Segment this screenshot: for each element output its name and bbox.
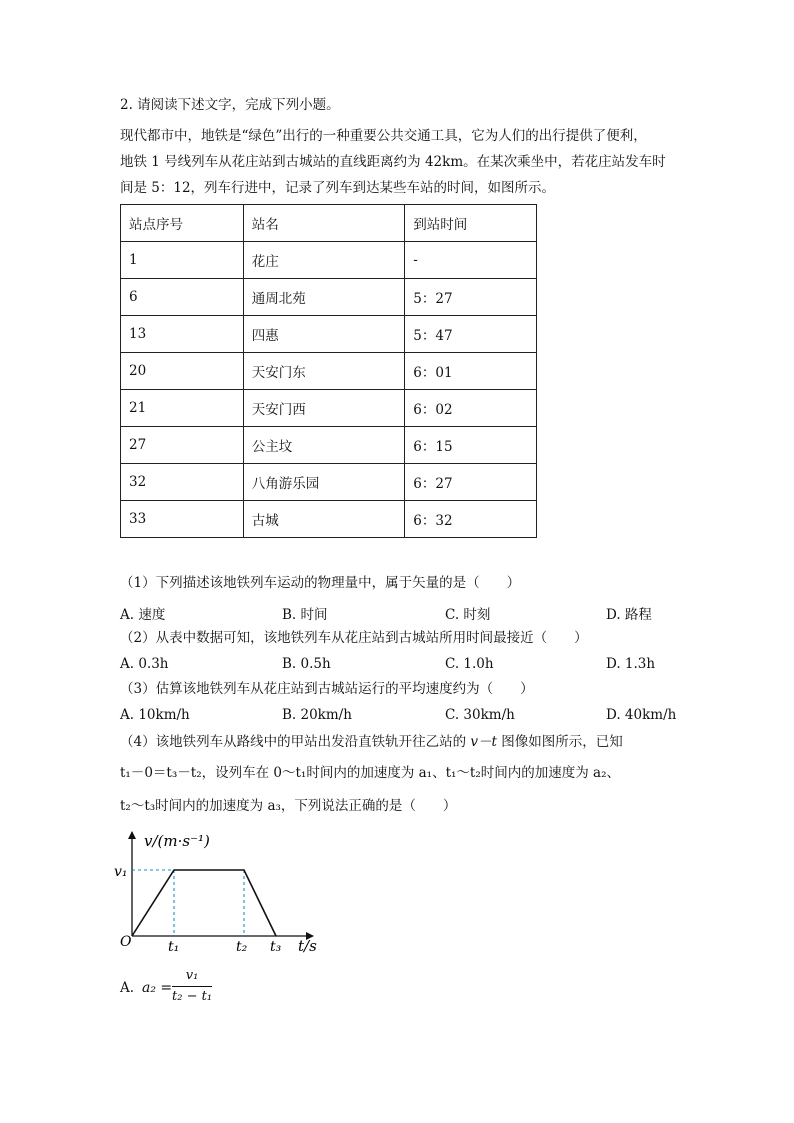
header-station-name: 站名 [243, 205, 405, 242]
table-row [121, 501, 537, 538]
table-header-row [121, 205, 537, 242]
header-arrival-time: 到站时间 [405, 205, 537, 242]
t1-label: t₁ [168, 939, 180, 955]
cell-number: 20 [121, 353, 244, 390]
cell-number: 13 [121, 316, 244, 353]
vt-line [132, 870, 276, 936]
table-row [121, 242, 537, 279]
cell-name: 古城 [243, 501, 405, 538]
table-row [121, 464, 537, 501]
q4-stem [120, 733, 623, 751]
table-row [121, 390, 537, 427]
q3-option-a[interactable]: A. 10km/h [120, 707, 190, 723]
cell-name: 花庄 [243, 242, 405, 279]
table-row [121, 316, 537, 353]
station-table [120, 204, 537, 538]
y-axis-label: v/(m·s⁻¹) [144, 832, 210, 850]
fraction-denominator: t₂ − t₁ [172, 989, 213, 1004]
cell-number: 6 [121, 279, 244, 316]
q4-option-a-lhs: a₂ = [142, 980, 173, 996]
q3-option-b[interactable]: B. 20km/h [282, 707, 352, 723]
cell-name: 天安门西 [243, 390, 405, 427]
intro-line-2: 地铁 1 号线列车从花庄站到古城站的直线距离约为 42km。在某次乘坐中，若花庄站发车时 [120, 154, 666, 170]
cell-time: 5：47 [405, 316, 537, 353]
cell-name: 天安门东 [243, 353, 405, 390]
q1-option-c[interactable]: C. 时刻 [445, 607, 491, 623]
q4-condition-b: t₂～t₃时间内的加速度为 a₃，下列说法正确的是（ ） [120, 798, 457, 814]
question-heading: 2. 请阅读下述文字，完成下列小题。 [120, 97, 340, 113]
q3-option-d[interactable]: D. 40km/h [606, 707, 677, 723]
q1-option-d[interactable]: D. 路程 [606, 607, 652, 623]
v1-label: v₁ [114, 864, 128, 880]
q4-option-a-fraction [172, 968, 212, 1005]
table-row [121, 279, 537, 316]
cell-name: 四惠 [243, 316, 405, 353]
origin-label: O [120, 934, 132, 950]
q3-option-c[interactable]: C. 30km/h [445, 707, 515, 723]
t3-label: t₃ [270, 939, 282, 955]
cell-number: 27 [121, 427, 244, 464]
intro-line-3: 间是 5：12，列车行进中，记录了列车到达某些车站的时间，如图所示。 [120, 180, 556, 196]
fraction-bar [172, 986, 212, 987]
cell-name: 公主坟 [243, 427, 405, 464]
cell-time: 6：02 [405, 390, 537, 427]
cell-time: 6：01 [405, 353, 537, 390]
cell-number: 1 [121, 242, 244, 279]
q2-option-c[interactable]: C. 1.0h [445, 656, 494, 672]
cell-number: 33 [121, 501, 244, 538]
t2-label: t₂ [236, 939, 248, 955]
cell-number: 32 [121, 464, 244, 501]
q1-stem: （1）下列描述该地铁列车运动的物理量中，属于矢量的是（ ） [120, 575, 521, 591]
cell-time: 5：27 [405, 279, 537, 316]
q2-option-a[interactable]: A. 0.3h [120, 656, 169, 672]
q4-option-a-label: A. [120, 980, 135, 996]
q4-condition-a: t₁－0＝t₃－t₂，设列车在 0～t₁时间内的加速度为 a₁、t₁～t₂时间内的加速度为 a₂、 [120, 765, 620, 781]
cell-number: 21 [121, 390, 244, 427]
cell-name: 通周北苑 [243, 279, 405, 316]
table-row [121, 427, 537, 464]
header-station-number: 站点序号 [121, 205, 244, 242]
q2-option-b[interactable]: B. 0.5h [282, 656, 331, 672]
vt-graph [110, 820, 330, 960]
cell-time: 6：27 [405, 464, 537, 501]
q4-stem-part1: （4）该地铁列车从路线中的甲站出发沿直铁轨开往乙站的 [120, 734, 467, 750]
fraction-numerator: v₁ [185, 968, 199, 983]
x-axis-label: t/s [298, 937, 317, 955]
q1-option-b[interactable]: B. 时间 [282, 607, 328, 623]
q1-option-a[interactable]: A. 速度 [120, 607, 166, 623]
q2-stem: （2）从表中数据可知，该地铁列车从花庄站到古城站所用时间最接近（ ） [120, 630, 588, 646]
q3-stem: （3）估算该地铁列车从花庄站到古城站运行的平均速度约为（ ） [120, 681, 534, 697]
cell-time: - [405, 242, 537, 279]
q4-stem-part2: 图像如图所示，已知 [501, 734, 623, 750]
cell-name: 八角游乐园 [243, 464, 405, 501]
cell-time: 6：32 [405, 501, 537, 538]
intro-line-1: 现代都市中，地铁是“绿色”出行的一种重要公共交通工具，它为人们的出行提供了便利， [120, 128, 647, 144]
q4-vt-symbol: v－t [470, 734, 497, 750]
table-row [121, 353, 537, 390]
cell-time: 6：15 [405, 427, 537, 464]
q2-option-d[interactable]: D. 1.3h [606, 656, 656, 672]
